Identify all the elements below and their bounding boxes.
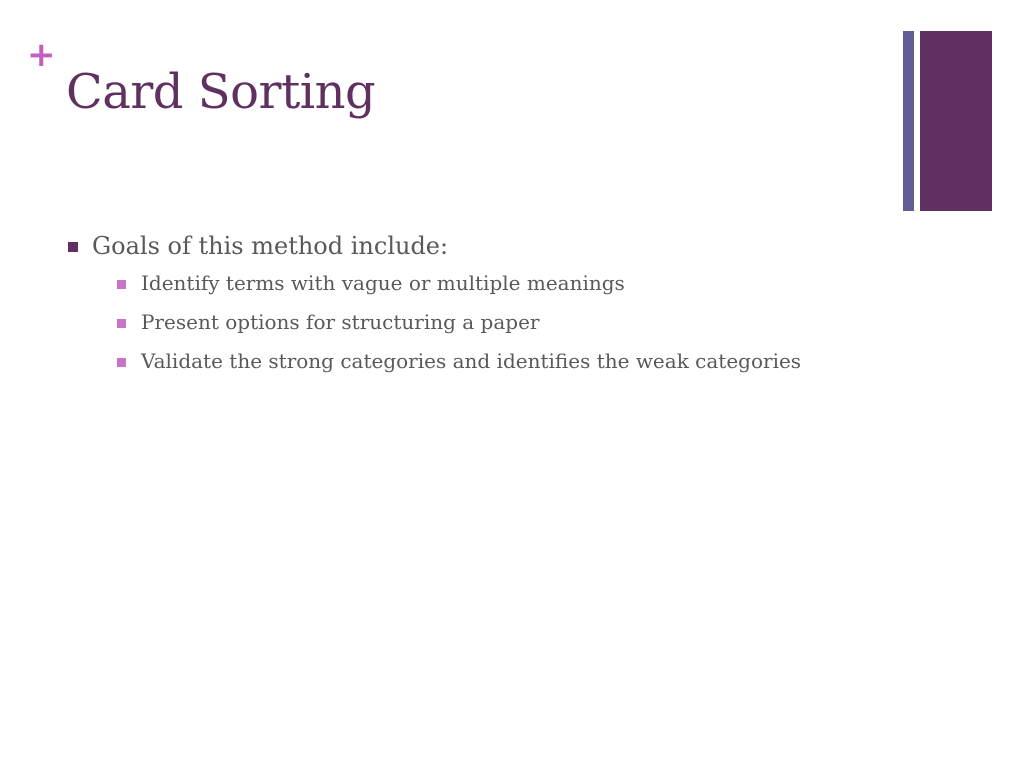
- square-bullet-icon: [117, 319, 126, 328]
- sub-bullet-text: Validate the strong categories and identifies the weak categories: [141, 349, 802, 373]
- decorative-thin-bar: [903, 31, 914, 211]
- bullet-list: [68, 228, 801, 381]
- bullet-text: Goals of this method include:: [92, 232, 449, 260]
- sub-bullet-item: [117, 264, 801, 303]
- sub-bullet-item: [117, 342, 801, 381]
- sub-bullet-text: Identify terms with vague or multiple meanings: [141, 271, 625, 295]
- square-bullet-icon: [68, 242, 78, 252]
- sub-bullet-item: [117, 303, 801, 342]
- square-bullet-icon: [117, 358, 126, 367]
- decorative-thick-bar: [920, 31, 992, 211]
- slide-title: Card Sorting: [66, 64, 376, 120]
- bullet-item: [68, 228, 801, 381]
- square-bullet-icon: [117, 280, 126, 289]
- plus-icon: +: [27, 35, 56, 75]
- sub-bullet-list: [92, 264, 801, 381]
- sub-bullet-text: Present options for structuring a paper: [141, 310, 540, 334]
